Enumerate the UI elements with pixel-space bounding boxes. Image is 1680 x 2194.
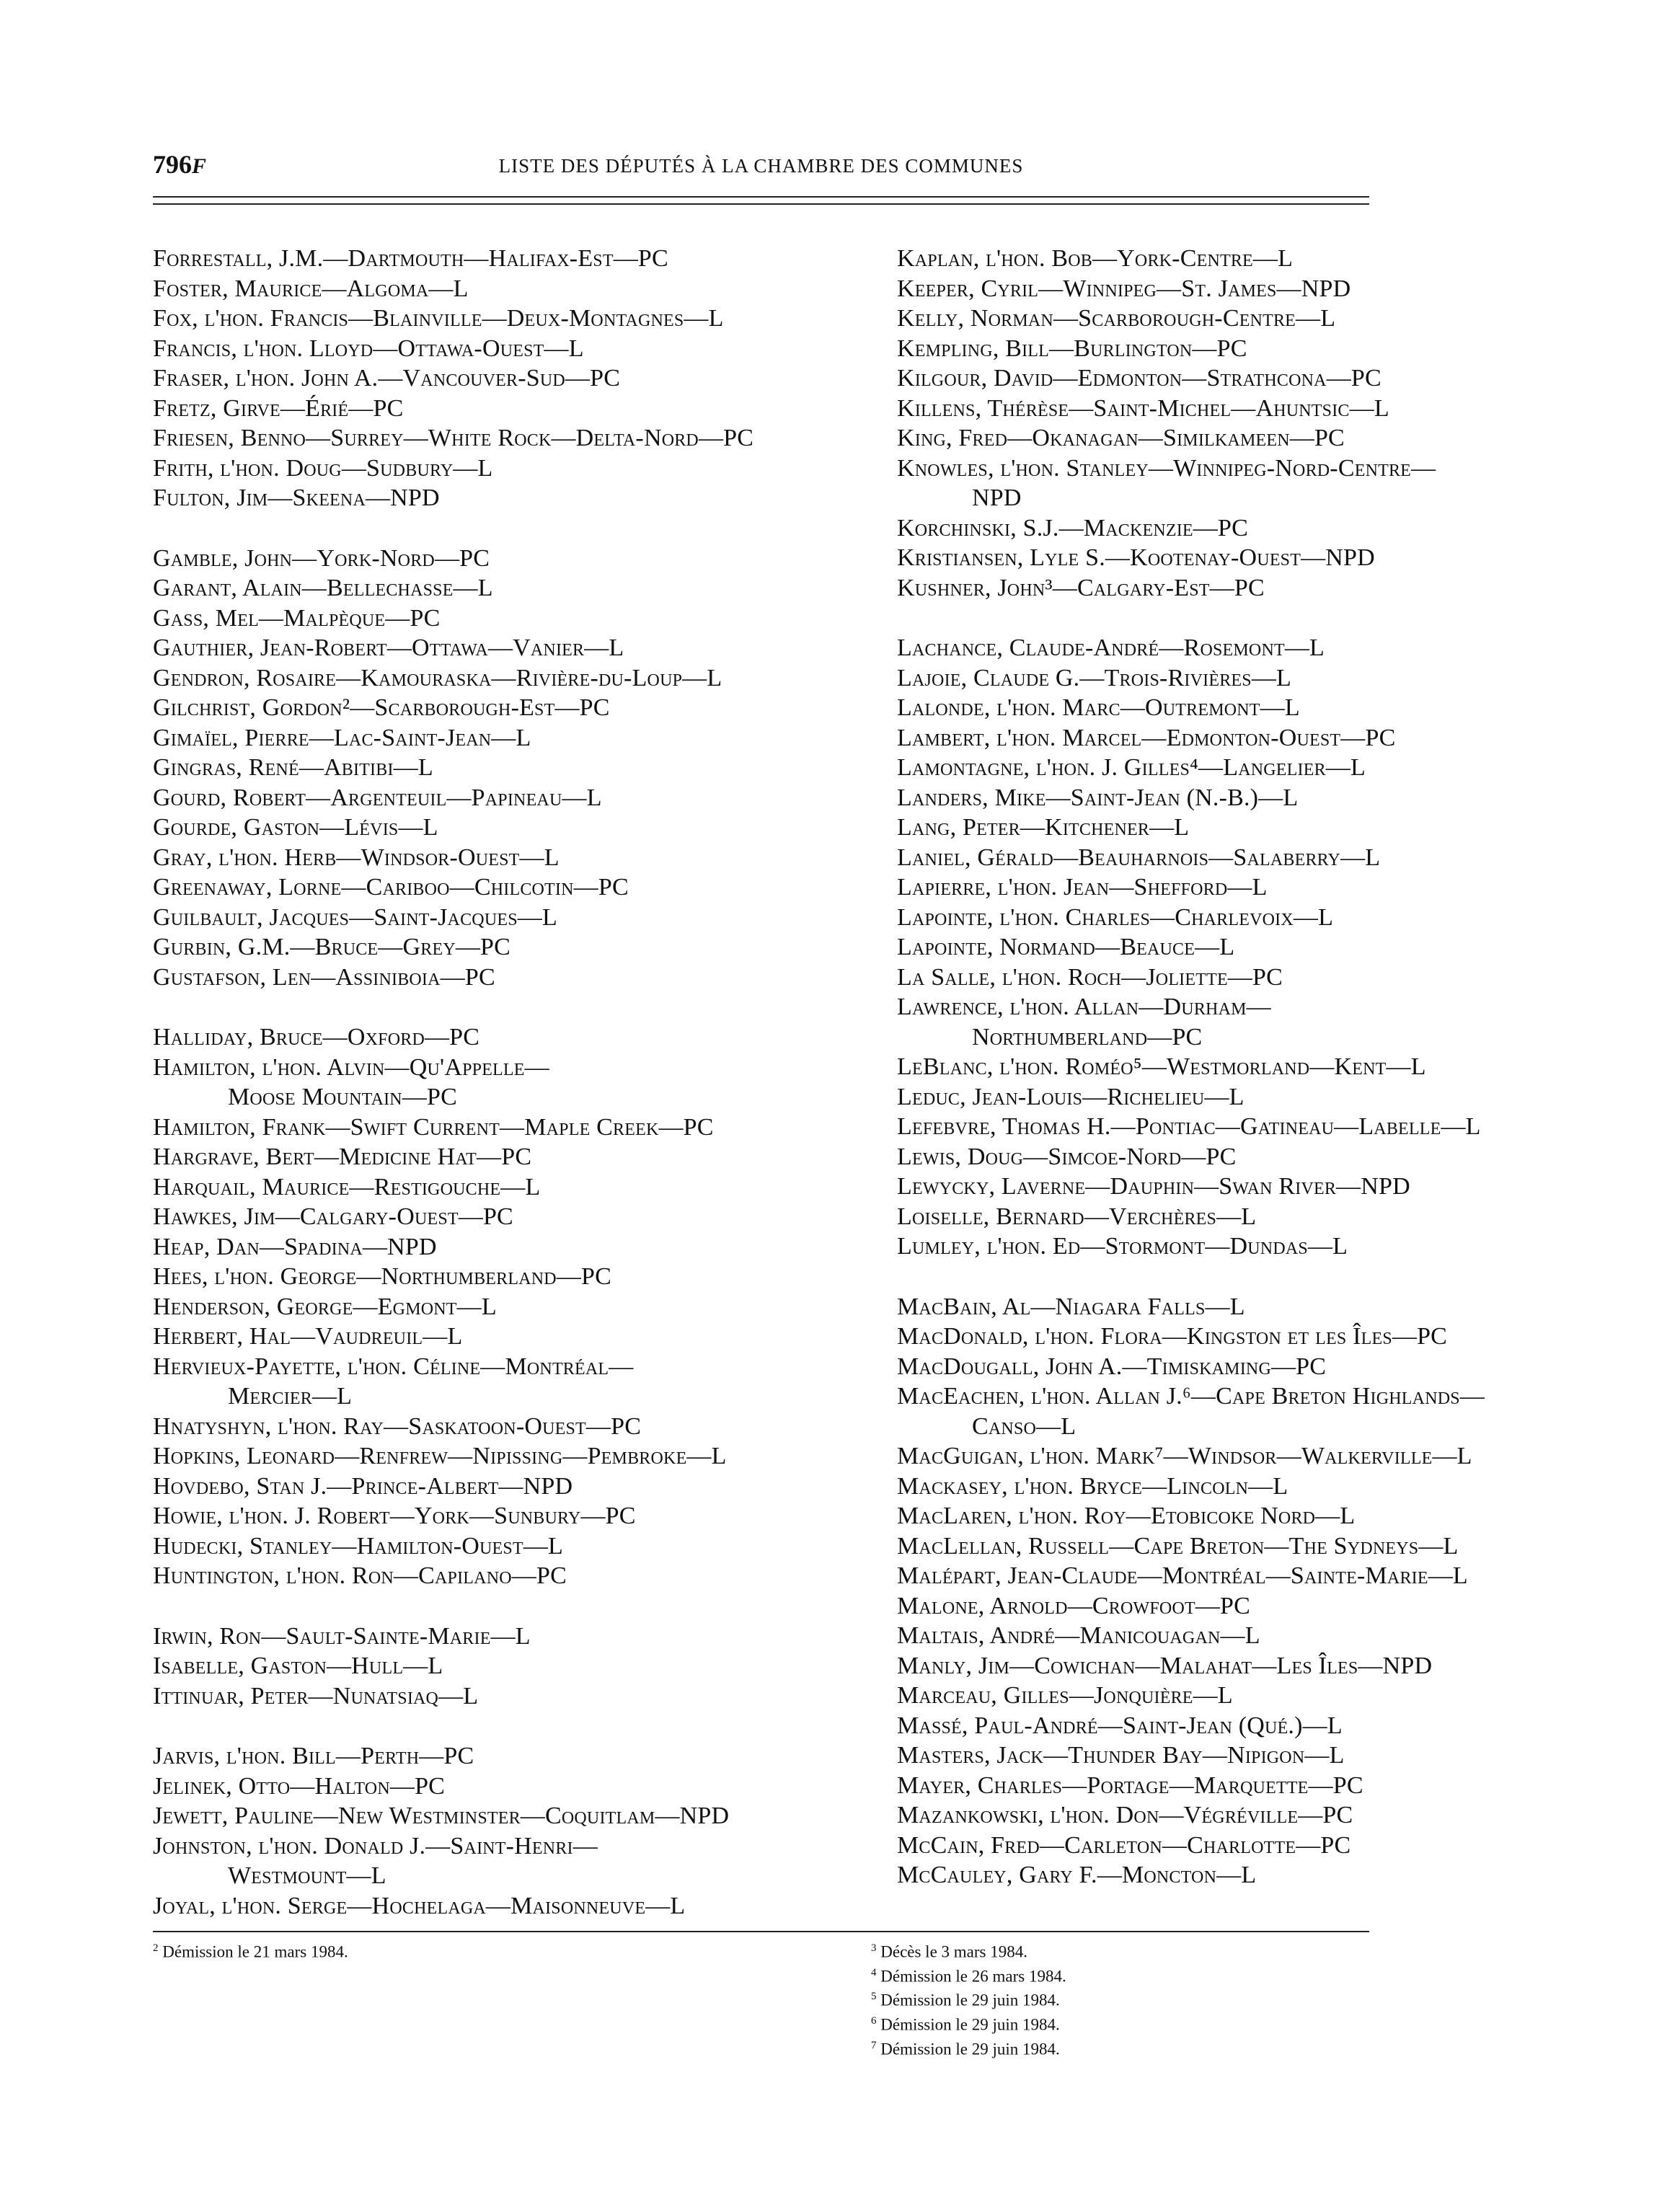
- member-entry: Kempling, Bill—Burlington—PC: [897, 335, 1247, 362]
- footnote-rule: [153, 1931, 1369, 1932]
- member-entry: Fretz, Girve—Érié—PC: [153, 394, 404, 422]
- member-entry: Greenaway, Lorne—Cariboo—Chilcotin—PC: [153, 874, 629, 901]
- footnote-mark: 6: [871, 2014, 877, 2027]
- member-entry: MacDougall, John A.—Timiskaming—PC: [897, 1353, 1327, 1380]
- member-entry: Isabelle, Gaston—Hull—L: [153, 1653, 443, 1679]
- header-rule-bottom: [153, 203, 1369, 205]
- page-number-suffix: F: [192, 154, 207, 178]
- member-entry-continuation: Mercier—L: [228, 1383, 353, 1410]
- member-entry: Hargrave, Bert—Medicine Hat—PC: [153, 1144, 532, 1170]
- member-entry: Lapierre, l'hon. Jean—Shefford—L: [897, 874, 1268, 901]
- member-entry: Keeper, Cyril—Winnipeg—St. James—NPD: [897, 275, 1351, 302]
- footnote-mark: 5: [871, 1991, 877, 2003]
- member-entry: Lapointe, Normand—Beauce—L: [897, 934, 1235, 960]
- member-entry: Lamontagne, l'hon. J. Gilles⁴—Langelier—L: [897, 754, 1366, 781]
- member-entry: McCauley, Gary F.—Moncton—L: [897, 1862, 1257, 1888]
- member-entry: MacGuigan, l'hon. Mark⁷—Windsor—Walkerville—L: [897, 1443, 1472, 1469]
- member-entry: Jarvis, l'hon. Bill—Perth—PC: [153, 1743, 474, 1769]
- member-entry: Lajoie, Claude G.—Trois-Rivières—L: [897, 664, 1291, 691]
- member-entry: Hovdebo, Stan J.—Prince-Albert—NPD: [153, 1472, 573, 1500]
- section-gap: [153, 992, 802, 1022]
- member-entry-continuation: NPD: [972, 485, 1022, 511]
- footnote-mark: 3: [871, 1942, 877, 1954]
- running-head: LISTE DES DÉPUTÉS À LA CHAMBRE DES COMMUNES: [498, 155, 1024, 177]
- member-entry: Lang, Peter—Kitchener—L: [897, 814, 1190, 841]
- footnotes-left: [153, 1938, 348, 1963]
- member-entry: Masters, Jack—Thunder Bay—Nipigon—L: [897, 1742, 1345, 1769]
- member-entry: MacLaren, l'hon. Roy—Etobicoke Nord—L: [897, 1503, 1356, 1529]
- member-entry: Hamilton, l'hon. Alvin—Qu'Appelle—: [153, 1053, 549, 1081]
- member-entry-continuation: Westmount—L: [228, 1862, 386, 1889]
- section-gap: [897, 603, 1546, 633]
- member-entry: Hawkes, Jim—Calgary-Ouest—PC: [153, 1203, 513, 1230]
- member-entry: Loiselle, Bernard—Verchères—L: [897, 1203, 1257, 1230]
- member-entry: Gustafson, Len—Assiniboia—PC: [153, 963, 495, 991]
- member-entry: Manly, Jim—Cowichan—Malahat—Les Îles—NPD: [897, 1652, 1433, 1679]
- member-entry: Frith, l'hon. Doug—Sudbury—L: [153, 454, 493, 482]
- footnote: [871, 1986, 1066, 2011]
- footnote-text: Démission le 26 mars 1984.: [880, 1967, 1066, 1986]
- footnote-mark: 4: [871, 1966, 877, 1978]
- page-number-value: 796: [153, 150, 192, 179]
- member-entry: Halliday, Bruce—Oxford—PC: [153, 1024, 480, 1050]
- member-entry: Francis, l'hon. Lloyd—Ottawa-Ouest—L: [153, 335, 584, 362]
- member-entry: Harquail, Maurice—Restigouche—L: [153, 1173, 541, 1200]
- member-entry: Garant, Alain—Bellechasse—L: [153, 575, 493, 601]
- member-entry: Joyal, l'hon. Serge—Hochelaga—Maisonneuve—L: [153, 1892, 686, 1919]
- member-entry: Knowles, l'hon. Stanley—Winnipeg-Nord-Centre—: [897, 454, 1436, 482]
- member-entry-continuation: Canso—L: [972, 1412, 1076, 1440]
- footnote: [153, 1938, 348, 1963]
- member-entry: Malépart, Jean-Claude—Montréal—Sainte-Marie—L: [897, 1562, 1468, 1589]
- member-entry: Kelly, Norman—Scarborough-Centre—L: [897, 305, 1336, 332]
- member-entry: Maltais, André—Manicouagan—L: [897, 1622, 1260, 1649]
- member-entry: Huntington, l'hon. Ron—Capilano—PC: [153, 1562, 567, 1589]
- member-entry: Lachance, Claude-André—Rosemont—L: [897, 634, 1325, 661]
- member-entry: Fraser, l'hon. John A.—Vancouver-Sud—PC: [153, 365, 621, 392]
- left-column: [153, 244, 802, 1921]
- member-entry: Henderson, George—Egmont—L: [153, 1293, 497, 1320]
- member-entry: McCain, Fred—Carleton—Charlotte—PC: [897, 1831, 1351, 1859]
- member-entry: Massé, Paul-André—Saint-Jean (Qué.)—L: [897, 1712, 1343, 1739]
- member-entry: MacLellan, Russell—Cape Breton—The Sydneys—L: [897, 1532, 1459, 1560]
- footnote-text: Démission le 29 juin 1984.: [880, 1991, 1060, 2009]
- member-entry: Lefebvre, Thomas H.—Pontiac—Gatineau—Labelle—L: [897, 1113, 1481, 1140]
- member-entry: Mayer, Charles—Portage—Marquette—PC: [897, 1771, 1363, 1799]
- member-entry: MacEachen, l'hon. Allan J.⁶—Cape Breton Highlands—: [897, 1383, 1485, 1410]
- footnotes-right: [871, 1938, 1066, 2059]
- member-entry: Hnatyshyn, l'hon. Ray—Saskatoon-Ouest—PC: [153, 1412, 642, 1440]
- footnote-text: Démission le 29 juin 1984.: [880, 2040, 1060, 2058]
- member-entry: Herbert, Hal—Vaudreuil—L: [153, 1323, 463, 1350]
- footnote-mark: 2: [153, 1942, 159, 1954]
- member-entry: Gingras, René—Abitibi—L: [153, 754, 433, 781]
- footnote-mark: 7: [871, 2039, 877, 2051]
- member-entry: Heap, Dan—Spadina—NPD: [153, 1233, 437, 1260]
- member-entry: Jelinek, Otto—Halton—PC: [153, 1772, 446, 1800]
- member-entry: Fulton, Jim—Skeena—NPD: [153, 485, 440, 511]
- member-entry: Gurbin, G.M.—Bruce—Grey—PC: [153, 934, 511, 960]
- member-entry: Killens, Thérèse—Saint-Michel—Ahuntsic—L: [897, 394, 1389, 422]
- section-gap: [153, 513, 802, 544]
- member-entry: MacBain, Al—Niagara Falls—L: [897, 1293, 1245, 1320]
- header-rule-top: [153, 196, 1369, 198]
- member-entry: Marceau, Gilles—Jonquière—L: [897, 1682, 1233, 1709]
- member-entry: Gilchrist, Gordon²—Scarborough-Est—PC: [153, 694, 610, 721]
- member-entry: Lumley, l'hon. Ed—Stormont—Dundas—L: [897, 1233, 1348, 1260]
- footnote: [871, 1938, 1066, 1963]
- member-entry: La Salle, l'hon. Roch—Joliette—PC: [897, 963, 1283, 991]
- member-entry: Mazankowski, l'hon. Don—Végréville—PC: [897, 1802, 1353, 1828]
- footnote-text: Démission le 29 juin 1984.: [880, 2015, 1060, 2034]
- footnote-text: Décès le 3 mars 1984.: [880, 1942, 1027, 1961]
- right-column: [897, 244, 1546, 1890]
- section-gap: [153, 1591, 802, 1622]
- member-entry: Gamble, John—York-Nord—PC: [153, 544, 490, 572]
- member-entry: Jewett, Pauline—New Westminster—Coquitlam—NPD: [153, 1802, 730, 1829]
- member-entry: Guilbault, Jacques—Saint-Jacques—L: [153, 903, 557, 931]
- member-entry: Gourd, Robert—Argenteuil—Papineau—L: [153, 784, 602, 811]
- member-entry: Laniel, Gérald—Beauharnois—Salaberry—L: [897, 844, 1381, 871]
- member-entry: Gray, l'hon. Herb—Windsor-Ouest—L: [153, 844, 560, 871]
- member-entry-continuation: Moose Mountain—PC: [228, 1084, 458, 1110]
- member-entry: Hamilton, Frank—Swift Current—Maple Creek—PC: [153, 1113, 714, 1141]
- member-entry: Lawrence, l'hon. Allan—Durham—: [897, 994, 1271, 1020]
- member-entry: Lewis, Doug—Simcoe-Nord—PC: [897, 1143, 1237, 1170]
- page-header: [153, 147, 1369, 190]
- member-entry: Gimaïel, Pierre—Lac-Saint-Jean—L: [153, 724, 531, 751]
- member-entry: Gass, Mel—Malpèque—PC: [153, 604, 441, 632]
- section-gap: [153, 1711, 802, 1741]
- member-entry: Irwin, Ron—Sault-Sainte-Marie—L: [153, 1622, 531, 1650]
- member-entry: MacDonald, l'hon. Flora—Kingston et les Îles—PC: [897, 1323, 1448, 1350]
- member-entry: Gauthier, Jean-Robert—Ottawa—Vanier—L: [153, 634, 624, 661]
- section-gap: [897, 1262, 1546, 1292]
- member-entry: Kaplan, l'hon. Bob—York-Centre—L: [897, 245, 1294, 272]
- footnote: [871, 2035, 1066, 2060]
- member-entry: Friesen, Benno—Surrey—White Rock—Delta-Nord—PC: [153, 425, 754, 451]
- member-entry: Leduc, Jean-Louis—Richelieu—L: [897, 1083, 1244, 1110]
- member-entry: LeBlanc, l'hon. Roméo⁵—Westmorland—Kent—L: [897, 1053, 1426, 1080]
- member-entry: Gourde, Gaston—Lévis—L: [153, 814, 438, 841]
- member-entry: Howie, l'hon. J. Robert—York—Sunbury—PC: [153, 1503, 636, 1529]
- footnote: [871, 1963, 1066, 1987]
- member-entry: King, Fred—Okanagan—Similkameen—PC: [897, 425, 1345, 451]
- member-entry: Kilgour, David—Edmonton—Strathcona—PC: [897, 365, 1381, 392]
- member-entry: Gendron, Rosaire—Kamouraska—Rivière-du-Loup—L: [153, 664, 722, 691]
- member-entry: Fox, l'hon. Francis—Blainville—Deux-Montagnes—L: [153, 305, 724, 332]
- member-entry: Hudecki, Stanley—Hamilton-Ouest—L: [153, 1532, 563, 1560]
- member-entry: Mackasey, l'hon. Bryce—Lincoln—L: [897, 1472, 1288, 1500]
- member-entry: Lapointe, l'hon. Charles—Charlevoix—L: [897, 903, 1334, 931]
- member-entry: Hopkins, Leonard—Renfrew—Nipissing—Pembroke—L: [153, 1443, 727, 1469]
- member-entry: Landers, Mike—Saint-Jean (N.-B.)—L: [897, 784, 1299, 811]
- member-entry: Kristiansen, Lyle S.—Kootenay-Ouest—NPD: [897, 544, 1375, 571]
- member-entry: Lambert, l'hon. Marcel—Edmonton-Ouest—PC: [897, 724, 1396, 751]
- member-entry: Hervieux-Payette, l'hon. Céline—Montréal—: [153, 1353, 634, 1380]
- footnote: [871, 2011, 1066, 2035]
- footnote-text: Démission le 21 mars 1984.: [162, 1942, 348, 1961]
- member-entry: Forrestall, J.M.—Dartmouth—Halifax-Est—PC: [153, 245, 668, 272]
- member-entry: Lalonde, l'hon. Marc—Outremont—L: [897, 694, 1300, 721]
- member-entry: Ittinuar, Peter—Nunatsiaq—L: [153, 1682, 479, 1709]
- member-entry: Lewycky, Laverne—Dauphin—Swan River—NPD: [897, 1173, 1410, 1200]
- member-entry: Korchinski, S.J.—Mackenzie—PC: [897, 514, 1248, 541]
- member-entry-continuation: Northumberland—PC: [972, 1023, 1203, 1050]
- member-entry: Hees, l'hon. George—Northumberland—PC: [153, 1263, 611, 1290]
- member-entry: Kushner, John³—Calgary-Est—PC: [897, 574, 1265, 601]
- member-entry: Johnston, l'hon. Donald J.—Saint-Henri—: [153, 1832, 598, 1859]
- member-entry: Foster, Maurice—Algoma—L: [153, 275, 469, 302]
- member-entry: Malone, Arnold—Crowfoot—PC: [897, 1592, 1251, 1619]
